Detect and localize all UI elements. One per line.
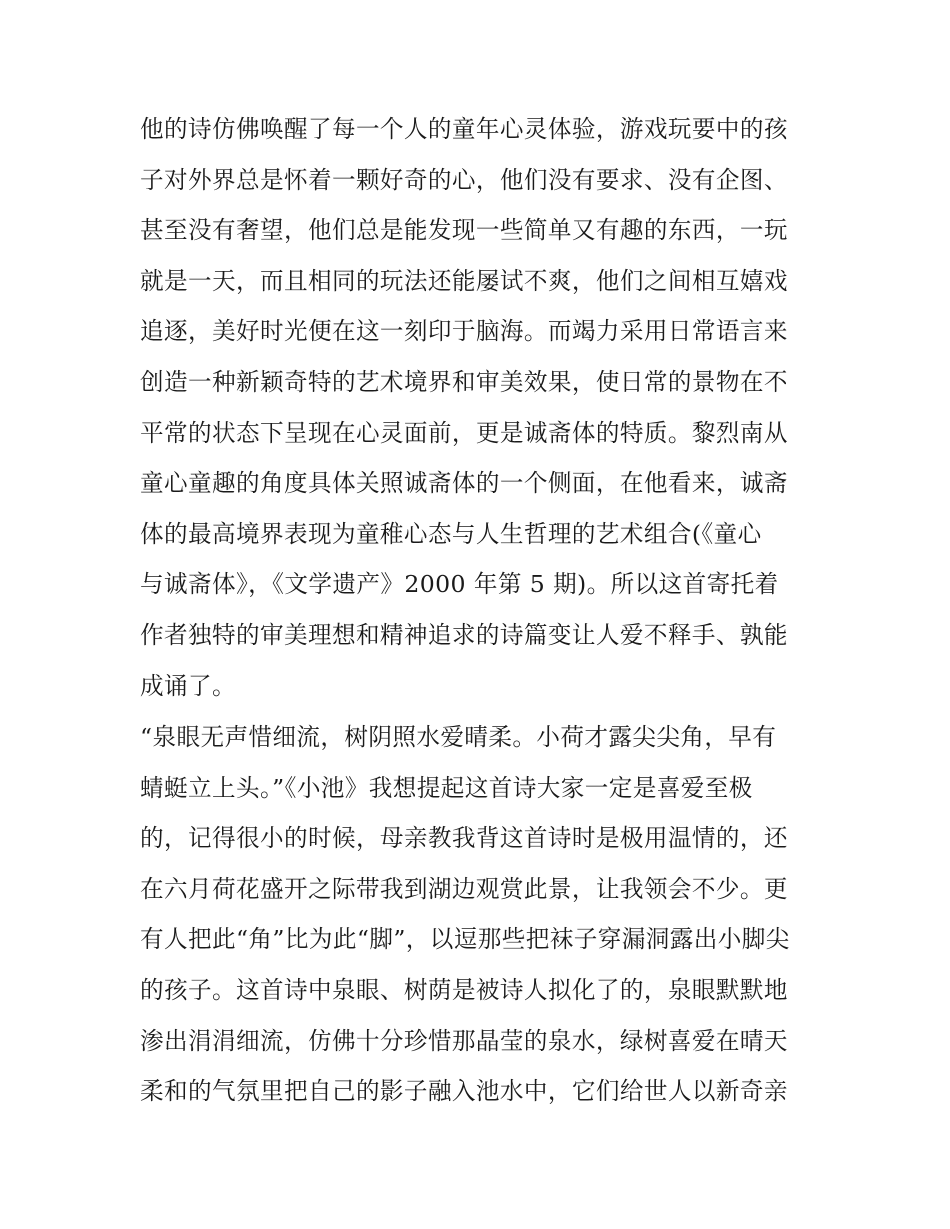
text-line: 甚至没有奢望，他们总是能发现一些简单又有趣的东西，一玩 xyxy=(140,216,788,245)
text-line: 的，记得很小的时候，母亲教我背这首诗时是极用温情的，还 xyxy=(140,824,788,853)
text-line: 作者独特的审美理想和精神追求的诗篇变让人爱不释手、孰能 xyxy=(140,620,788,649)
text-line: 就是一天，而且相同的玩法还能屡试不爽，他们之间相互嬉戏 xyxy=(140,266,788,295)
text-line: 创造一种新颖奇特的艺术境界和审美效果，使日常的景物在不 xyxy=(140,367,788,396)
text-line: 童心童趣的角度具体关照诚斋体的一个侧面，在他看来，诚斋 xyxy=(140,469,788,498)
text-line: 成诵了。 xyxy=(140,671,236,700)
text-line: “泉眼无声惜细流，树阴照水爱晴柔。小荷才露尖尖角，早有 xyxy=(140,723,777,751)
text-line: 他的诗仿佛唤醒了每一个人的童年心灵体验，游戏玩要中的孩 xyxy=(140,115,788,143)
text-line: 蜻蜓立上头。”《小池》我想提起这首诗大家一定是喜爱至极 xyxy=(140,773,753,802)
paragraph-2 xyxy=(140,712,820,1117)
text-line: 在六月荷花盛开之际带我到湖边观赏此景，让我领会不少。更 xyxy=(140,874,788,903)
paragraph-1 xyxy=(140,104,820,711)
text-line: 渗出涓涓细流，仿佛十分珍惜那晶莹的泉水，绿树喜爱在晴天 xyxy=(140,1026,788,1055)
text-line: 子对外界总是怀着一颗好奇的心，他们没有要求、没有企图、 xyxy=(140,165,788,194)
text-line: 的孩子。这首诗中泉眼、树荫是被诗人拟化了的，泉眼默默地 xyxy=(140,975,788,1004)
text-line: 柔和的气氛里把自己的影子融入池水中，它们给世人以新奇亲 xyxy=(140,1077,788,1106)
text-line: 平常的状态下呈现在心灵面前，更是诚斋体的特质。黎烈南从 xyxy=(140,418,788,447)
text-line: 有人把此“角”比为此“脚”，以逗那些把袜子穿漏洞露出小脚尖 xyxy=(140,925,790,954)
text-line: 追逐，美好时光便在这一刻印于脑海。而竭力采用日常语言来 xyxy=(140,317,788,346)
text-line: 与诚斋体》，《文学遗产》2000 年第 5 期)。所以这首寄托着 xyxy=(140,570,779,599)
text-line: 体的最高境界表现为童稚心态与人生哲理的艺术组合(《童心 xyxy=(140,519,762,548)
